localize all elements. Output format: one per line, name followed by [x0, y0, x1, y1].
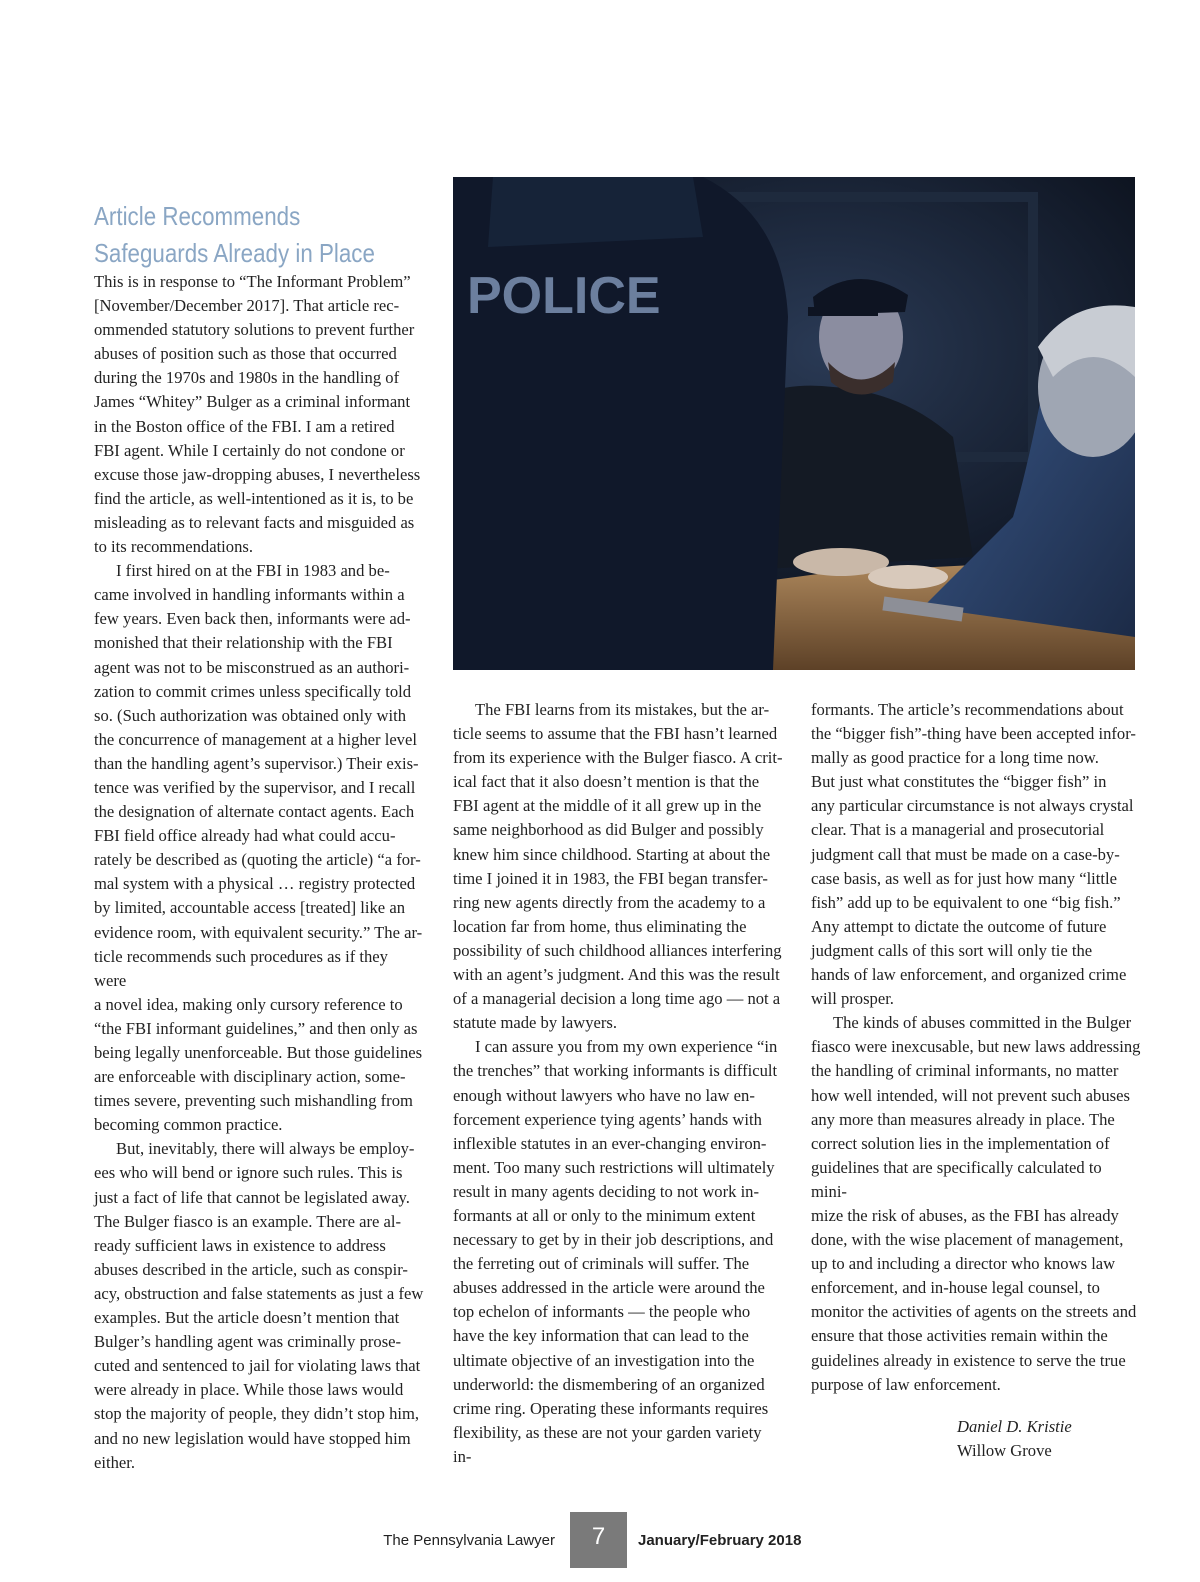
headline-line-1: Article Recommends — [94, 200, 301, 231]
paragraph: The kinds of abuses committed in the Bulger fiasco were inexcusable, but new laws addressing the handling of criminal informants, no matter how well intended, will not prevent such abuses any more than measures already in place. The correct solution lies in the implementation of guidelines that are specifically calculated to mini- mize the risk of abuses, as the FBI has already done, with the wise placement of management, up to and including a director who knows law enforcement, and in-house legal counsel, to monitor the activities of agents on the streets and ensure that those activities remain within the guidelines already in existence to serve the true purpose of law enforcement. — [811, 1013, 1141, 1394]
paragraph: I first hired on at the FBI in 1983 and be- came involved in handling informants within a few years. Even back then, informants were ad- monished that their relationship with the FBI agent was not to be misconstrued as an authori- zation to commit crimes unless specifically told so. (Such authorization was obtained only with the concurrence of management at a higher level than the handling agent’s supervisor.) Their exis- tence was verified by the supervisor, and I recall the designation of alternate contact agents. Each FBI field office already had what could accu- rately be described as (quoting the article) “a for- mal system with a physical … registry protected by limited, accountable access [treated] like an evidence room, with equivalent security.” The ar- ticle recommends such procedures as if they were a novel idea, making only cursory reference to “the FBI informant guidelines,” and then only as being legally unenforceable. But those guidelines are enforceable with disciplinary action, some- times severe, preventing such mishandling from becoming common practice. — [94, 561, 423, 1135]
page-footer — [0, 1512, 1200, 1568]
footer-issue: January/February 2018 — [638, 1532, 802, 1549]
paragraph: But, inevitably, there will always be employ- ees who will bend or ignore such rules. This is just a fact of life that cannot be legislated away. The Bulger fiasco is an example. There are al- ready sufficient laws in existence to address abuses described in the article, such as conspir- acy, obstruction and false statements as just a few examples. But the article doesn’t mention that Bulger’s handling agent was criminally prose- cuted and sentenced to jail for violating laws that were already in place. While those laws would stop the majority of people, they didn’t stop him, and no new legislation would have stopped him either. — [94, 1139, 424, 1472]
signature-name: Daniel D. Kristie — [957, 1416, 1072, 1436]
headline-line-2: Safeguards Already in Place — [94, 237, 375, 268]
article-headline — [94, 198, 386, 272]
footer-publication: The Pennsylvania Lawyer — [383, 1532, 555, 1549]
article-column-3 — [811, 698, 1141, 1463]
police-jacket-text: POLICE — [467, 267, 661, 325]
paragraph: The FBI learns from its mistakes, but the ar- ticle seems to assume that the FBI hasn’t learned from its experience with the Bulger fiasco. A crit- ical fact that it also doesn’t mention is that the FBI agent at the middle of it all grew up in the same neighborhood as did Bulger and possibly knew him since childhood. Starting at about the time I joined it in 1983, the FBI began transfer- ring new agents directly from the academy to a location far from home, thus eliminating the possibility of such childhood alliances interfering with an agent’s judgment. And this was the result of a managerial decision a long time ago — not a statute made by lawyers. — [453, 700, 783, 1033]
paragraph: I can assure you from my own experience “in the trenches” that working informants is difficult enough without lawyers who have no law en- forcement experience tying agents’ hands with inflexible statutes in an ever-changing environ- ment. Too many such restrictions will ultimately result in many agents deciding to not work in- formants at all or only to the minimum extent necessary to get by in their job descriptions, and the ferreting out of criminals will suffer. The abuses addressed in the article were around the top echelon of informants — the people who have the key information that can lead to the ultimate objective of an investigation into the underworld: the dismembering of an organized crime ring. Operating these informants requires flexibility, as these are not your garden variety in- — [453, 1037, 778, 1466]
interrogation-photo — [453, 177, 1135, 670]
paragraph: formants. The article’s recommendations about the “bigger fish”-thing have been accepted infor- mally as good practice for a long time now. But just what constitutes the “bigger fish” in any particular circumstance is not always crystal clear. That is a managerial and prosecutorial judgment call that must be made on a case-by- case basis, as well as for just how many “little fish” add up to be equivalent to one “big fish.” Any attempt to dictate the outcome of future judgment calls of this sort will only tie the hands of law enforcement, and organized crime will prosper. — [811, 700, 1136, 1009]
paragraph: This is in response to “The Informant Problem” [November/December 2017]. That article rec- ommended statutory solutions to prevent further abuses of position such as those that occurred during the 1970s and 1980s in the handling of James “Whitey” Bulger as a criminal informant in the Boston office of the FBI. I am a retired FBI agent. While I certainly do not condone or excuse those jaw-dropping abuses, I nevertheless find the article, as well-intentioned as it is, to be misleading as to relevant facts and misguided as to its recommendations. — [94, 272, 421, 557]
signature-location: Willow Grove — [957, 1440, 1052, 1460]
letter-signature — [811, 1415, 1141, 1463]
article-column-1 — [94, 270, 424, 1475]
page-number: 7 — [570, 1512, 627, 1568]
article-column-2 — [453, 698, 783, 1469]
